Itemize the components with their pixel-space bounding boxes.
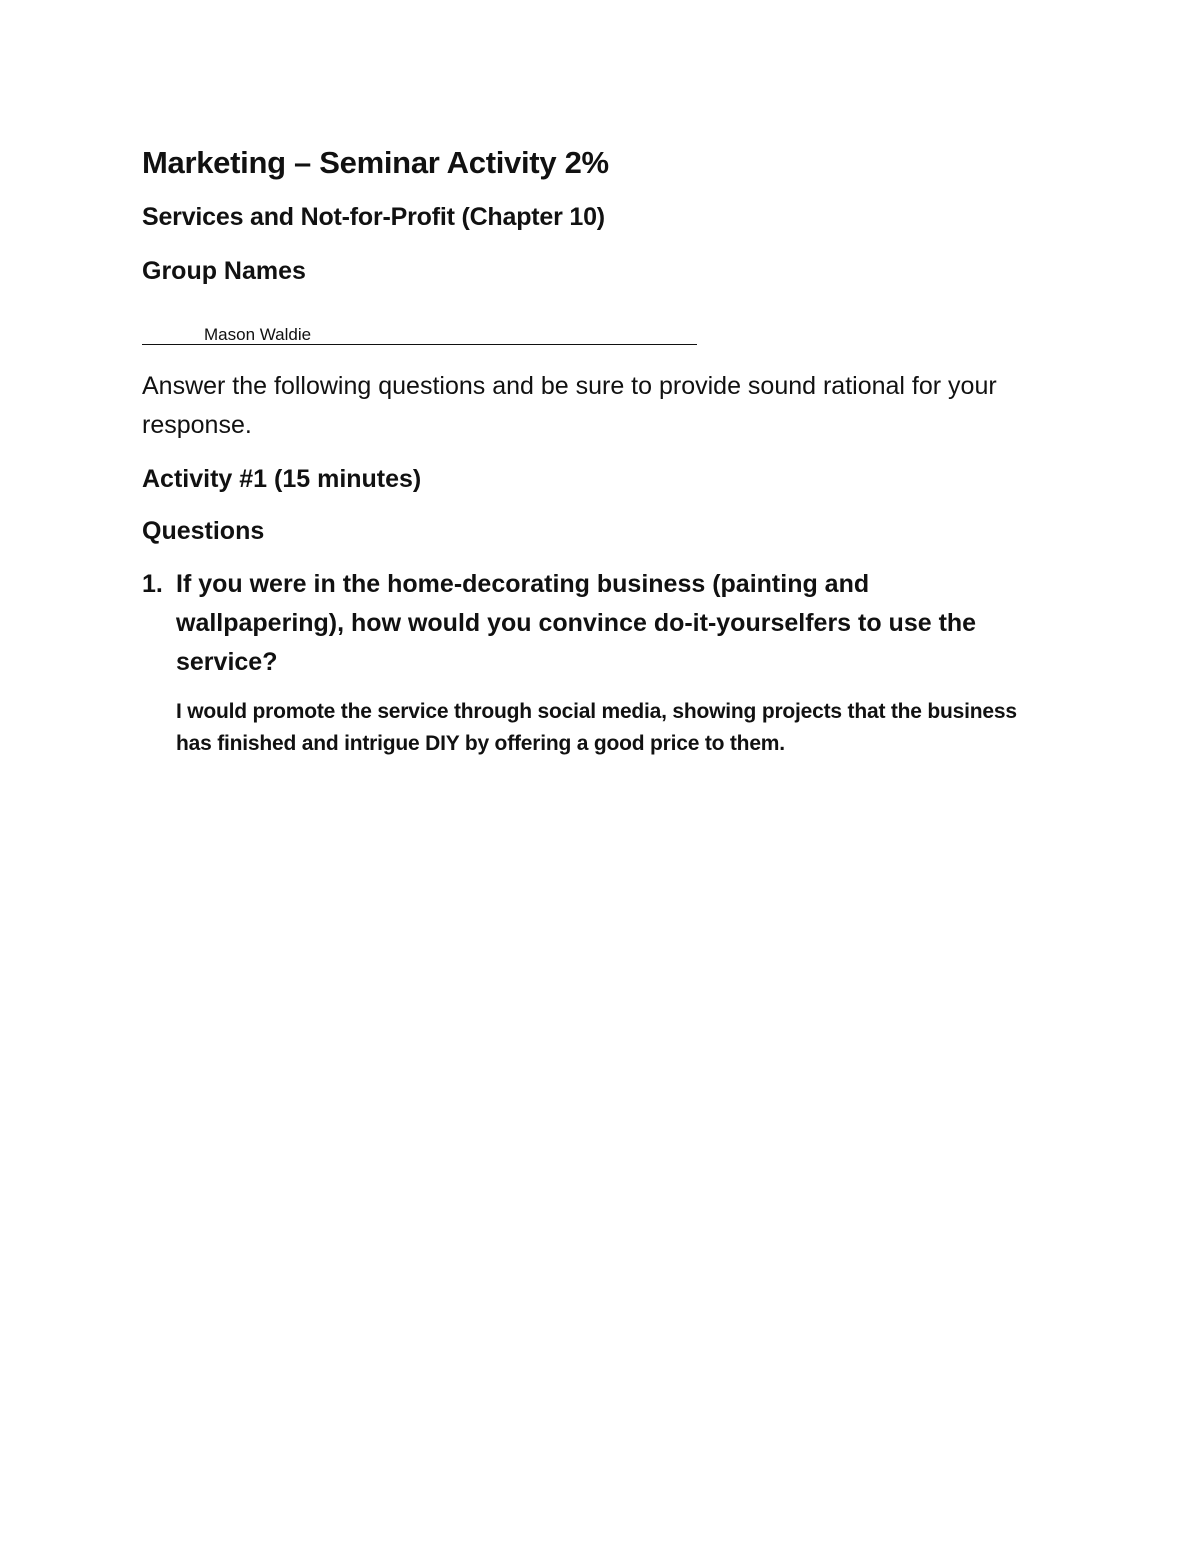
question-number: 1. <box>142 570 163 598</box>
answer-text: I would promote the service through social media, showing projects that the business has finished and intrigue DIY by offering a good price to them. <box>176 700 1017 755</box>
document-subtitle: Services and Not-for-Profit (Chapter 10) <box>142 203 605 231</box>
name-blank-after <box>311 326 697 345</box>
group-name-value: Mason Waldie <box>204 325 312 344</box>
document-title: Marketing – Seminar Activity 2% <box>142 145 609 180</box>
document-content <box>142 140 1042 760</box>
question-item <box>142 565 1042 682</box>
questions-heading: Questions <box>142 517 265 545</box>
activity-heading: Activity #1 (15 minutes) <box>142 465 422 493</box>
group-name-line <box>142 326 1042 345</box>
question-text: If you were in the home-decorating business (painting and wallpapering), how would you convince do-it-yourselfers to use the service? <box>176 570 977 676</box>
instructions-text: Answer the following questions and be sure to provide sound rational for your response. <box>142 372 997 439</box>
group-names-label: Group Names <box>142 257 306 285</box>
name-blank-before <box>142 326 204 345</box>
